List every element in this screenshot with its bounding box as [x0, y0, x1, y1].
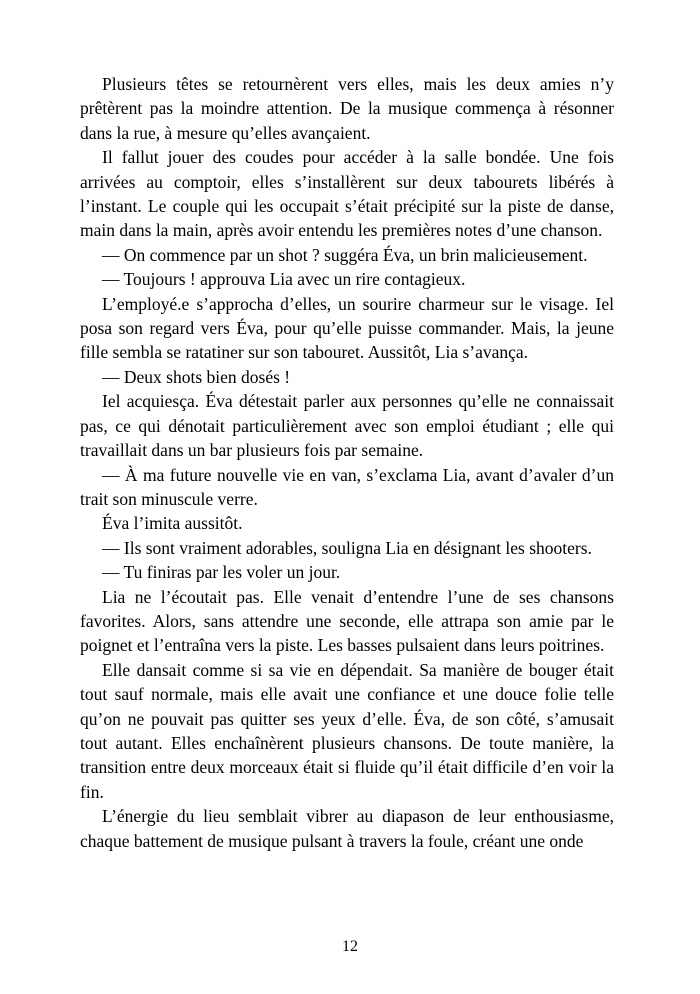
dialogue-line: — Toujours ! approuva Lia avec un rire contagieux. — [102, 269, 466, 290]
paragraph: Éva l’imita aussitôt. — [102, 513, 243, 534]
paragraph: Lia ne l’écoutait pas. Elle venait d’entendre l’une de ses chansons favorites. Alors, sans attendre une seconde, elle attrapa son amie par le poignet et l’entraîna vers la piste. Les basses pulsaient dans leurs poitrines. — [80, 586, 614, 656]
paragraph: L’énergie du lieu semblait vibrer au diapason de leur enthousiasme, chaque battement de musique pulsant à travers la foule, créant une onde — [80, 806, 614, 851]
dialogue-line: — Deux shots bien dosés ! — [102, 366, 291, 387]
dialogue-line: — À ma future nouvelle vie en van, s’exclama Lia, avant d’avaler d’un trait son minuscule verre. — [80, 464, 614, 509]
page-body — [80, 72, 614, 853]
paragraph: Iel acquiesça. Éva détestait parler aux personnes qu’elle ne connaissait pas, ce qui dénotait particulièrement avec son emploi étudiant ; elle qui travaillait dans un bar plusieurs fois par semaine. — [80, 391, 614, 461]
paragraph: L’employé.e s’approcha d’elles, un sourire charmeur sur le visage. Iel posa son regard vers Éva, pour qu’elle puisse commander. Mais, la jeune fille sembla se ratatiner sur son tabouret. Aussitôt, Lia s’avança. — [80, 293, 614, 363]
dialogue-line: — On commence par un shot ? suggéra Éva, un brin malicieusement. — [102, 244, 588, 265]
page-number: 12 — [342, 938, 358, 955]
paragraph: Il fallut jouer des coudes pour accéder à la salle bondée. Une fois arrivées au comptoir, elles s’installèrent sur deux tabourets libérés à l’instant. Le couple qui les occupait s’était précipité sur la piste de danse, main dans la main, après avoir entendu les premières notes d’une chanson. — [80, 147, 614, 241]
dialogue-line: — Tu finiras par les voler un jour. — [102, 562, 341, 583]
paragraph: Elle dansait comme si sa vie en dépendait. Sa manière de bouger était tout sauf normale, mais elle avait une confiance et une douce folie telle qu’on ne pouvait pas quitter ses yeux d’elle. Éva, de son côté, s’amusait tout autant. Elles enchaînèrent plusieurs chansons. De toute manière, la transition entre deux morceaux était si fluide qu’il était difficile d’en voir la fin. — [80, 659, 614, 802]
dialogue-line: — Ils sont vraiment adorables, souligna Lia en désignant les shooters. — [102, 537, 592, 558]
paragraph: Plusieurs têtes se retournèrent vers elles, mais les deux amies n’y prêtèrent pas la moindre attention. De la musique commença à résonner dans la rue, à mesure qu’elles avançaient. — [80, 74, 614, 143]
